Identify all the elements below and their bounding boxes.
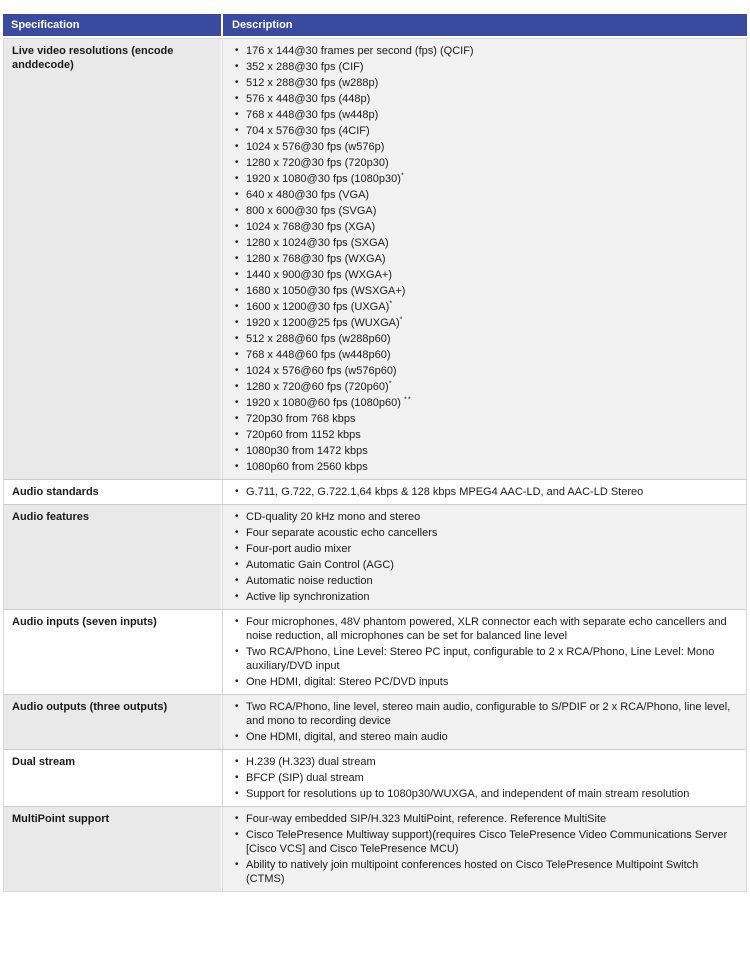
bullet-icon: •: [235, 125, 239, 136]
column-header-description: Description: [221, 14, 747, 36]
specification-cell: Audio outputs (three outputs): [4, 695, 222, 749]
table-body: [3, 38, 747, 892]
bullet-text: Two RCA/Phono, line level, stereo main audio, configurable to S/PDIF or 2 x RCA/Phono, line level, and mono to recording device: [246, 701, 731, 727]
bullet-item: [235, 348, 738, 362]
bullet-text: 1280 x 720@30 fps (720p30): [246, 157, 389, 169]
bullet-item: [235, 380, 738, 394]
bullet-icon: •: [235, 317, 239, 328]
bullet-text: G.711, G.722, G.722.1,64 kbps & 128 kbps MPEG4 AAC-LD, and AAC-LD Stereo: [246, 486, 644, 498]
bullet-text: 352 x 288@30 fps (CIF): [246, 61, 364, 73]
bullet-text: One HDMI, digital, and stereo main audio: [246, 731, 448, 743]
bullet-icon: •: [235, 381, 239, 392]
bullet-item: [235, 140, 738, 154]
bullet-icon: •: [235, 77, 239, 88]
bullet-icon: •: [235, 189, 239, 200]
description-cell: [222, 505, 746, 609]
bullet-item: [235, 675, 738, 689]
bullet-text: 1440 x 900@30 fps (WXGA+): [246, 269, 392, 281]
bullet-item: [235, 574, 738, 588]
description-cell: [222, 695, 746, 749]
footnote-marker: *: [389, 298, 394, 308]
bullet-item: [235, 787, 738, 801]
bullet-item: [235, 284, 738, 298]
bullet-icon: •: [235, 676, 239, 687]
description-cell: [222, 39, 746, 479]
specification-cell: Dual stream: [4, 750, 222, 806]
bullet-icon: •: [235, 788, 239, 799]
bullet-icon: •: [235, 221, 239, 232]
specification-cell: Audio standards: [4, 480, 222, 504]
bullet-item: [235, 316, 738, 330]
bullet-icon: •: [235, 829, 239, 840]
table-row: [4, 609, 746, 694]
bullet-icon: •: [235, 813, 239, 824]
bullet-text: 1280 x 720@60 fps (720p60)*: [246, 378, 393, 393]
bullet-item: [235, 300, 738, 314]
specification-cell: Audio inputs (seven inputs): [4, 610, 222, 694]
bullet-icon: •: [235, 701, 239, 712]
bullet-item: [235, 220, 738, 234]
bullet-text: 704 x 576@30 fps (4CIF): [246, 125, 370, 137]
bullet-text: 1024 x 768@30 fps (XGA): [246, 221, 376, 233]
bullet-item: [235, 700, 738, 728]
bullet-text: 1920 x 1080@60 fps (1080p60) **: [246, 394, 412, 409]
bullet-text: 1280 x 768@30 fps (WXGA): [246, 253, 386, 265]
bullet-icon: •: [235, 333, 239, 344]
bullet-item: [235, 252, 738, 266]
bullet-item: [235, 396, 738, 410]
description-cell: [222, 610, 746, 694]
bullet-text: 1280 x 1024@30 fps (SXGA): [246, 237, 389, 249]
description-bullet-list: [235, 812, 738, 886]
bullet-text: BFCP (SIP) dual stream: [246, 772, 364, 784]
bullet-text: Automatic Gain Control (AGC): [246, 559, 394, 571]
bullet-icon: •: [235, 157, 239, 168]
bullet-item: [235, 332, 738, 346]
bullet-text: 576 x 448@30 fps (448p): [246, 93, 371, 105]
description-bullet-list: [235, 485, 738, 499]
bullet-text: 1080p30 from 1472 kbps: [246, 445, 368, 457]
bullet-icon: •: [235, 511, 239, 522]
description-cell: [222, 807, 746, 891]
bullet-item: [235, 364, 738, 378]
bullet-item: [235, 526, 738, 540]
bullet-text: CD-quality 20 kHz mono and stereo: [246, 511, 421, 523]
specification-cell: Audio features: [4, 505, 222, 609]
bullet-item: [235, 444, 738, 458]
bullet-icon: •: [235, 445, 239, 456]
bullet-item: [235, 188, 738, 202]
bullet-text: 1024 x 576@60 fps (w576p60): [246, 365, 397, 377]
description-bullet-list: [235, 755, 738, 801]
bullet-icon: •: [235, 429, 239, 440]
bullet-icon: •: [235, 859, 239, 870]
bullet-icon: •: [235, 616, 239, 627]
bullet-text: H.239 (H.323) dual stream: [246, 756, 376, 768]
bullet-icon: •: [235, 349, 239, 360]
bullet-item: [235, 645, 738, 673]
description-cell: [222, 750, 746, 806]
bullet-text: Two RCA/Phono, Line Level: Stereo PC input, configurable to 2 x RCA/Phono, Line Level: Mono auxiliary/DVD input: [246, 646, 715, 672]
description-bullet-list: [235, 510, 738, 604]
bullet-text: 1600 x 1200@30 fps (UXGA)*: [246, 298, 394, 313]
bullet-text: One HDMI, digital: Stereo PC/DVD inputs: [246, 676, 449, 688]
bullet-icon: •: [235, 45, 239, 56]
bullet-icon: •: [235, 205, 239, 216]
bullet-icon: •: [235, 591, 239, 602]
footnote-marker: *: [388, 378, 393, 388]
bullet-item: [235, 590, 738, 604]
bullet-icon: •: [235, 173, 239, 184]
table-row: [4, 806, 746, 891]
bullet-text: Ability to natively join multipoint conferences hosted on Cisco TelePresence Multipoint Switch (CTMS): [246, 859, 699, 885]
bullet-item: [235, 615, 738, 643]
bullet-icon: •: [235, 646, 239, 657]
table-row: [4, 504, 746, 609]
bullet-item: [235, 542, 738, 556]
table-header-row: [3, 14, 747, 36]
bullet-item: [235, 428, 738, 442]
bullet-icon: •: [235, 772, 239, 783]
bullet-icon: •: [235, 543, 239, 554]
bullet-text: 512 x 288@30 fps (w288p): [246, 77, 379, 89]
footnote-marker: *: [399, 314, 404, 324]
bullet-text: Four microphones, 48V phantom powered, XLR connector each with separate echo cancellers and noise reduction, all microphones can be set for balanced line level: [246, 616, 727, 642]
footnote-marker: *: [400, 170, 405, 180]
bullet-item: [235, 172, 738, 186]
bullet-item: [235, 76, 738, 90]
bullet-icon: •: [235, 731, 239, 742]
table-row: [4, 39, 746, 479]
bullet-item: [235, 812, 738, 826]
bullet-text: 768 x 448@60 fps (w448p60): [246, 349, 391, 361]
description-bullet-list: [235, 615, 738, 689]
bullet-item: [235, 268, 738, 282]
bullet-text: 720p30 from 768 kbps: [246, 413, 356, 425]
specification-cell: MultiPoint support: [4, 807, 222, 891]
footnote-marker: **: [403, 394, 412, 404]
table-row: [4, 694, 746, 749]
bullet-item: [235, 124, 738, 138]
bullet-icon: •: [235, 397, 239, 408]
bullet-text: Automatic noise reduction: [246, 575, 373, 587]
bullet-icon: •: [235, 61, 239, 72]
bullet-icon: •: [235, 756, 239, 767]
bullet-item: [235, 510, 738, 524]
bullet-icon: •: [235, 285, 239, 296]
bullet-text: Four separate acoustic echo cancellers: [246, 527, 438, 539]
bullet-item: [235, 460, 738, 474]
bullet-icon: •: [235, 109, 239, 120]
bullet-icon: •: [235, 269, 239, 280]
bullet-item: [235, 156, 738, 170]
bullet-item: [235, 108, 738, 122]
bullet-text: Active lip synchronization: [246, 591, 370, 603]
bullet-icon: •: [235, 253, 239, 264]
bullet-text: Cisco TelePresence Multiway support)(requires Cisco TelePresence Video Communications Server [Cisco VCS] and Cisco TelePresence MCU): [246, 829, 728, 855]
bullet-item: [235, 412, 738, 426]
bullet-text: 1680 x 1050@30 fps (WSXGA+): [246, 285, 406, 297]
bullet-icon: •: [235, 575, 239, 586]
specification-table: [3, 14, 747, 892]
bullet-item: [235, 858, 738, 886]
bullet-text: 512 x 288@60 fps (w288p60): [246, 333, 391, 345]
bullet-text: Support for resolutions up to 1080p30/WUXGA, and independent of main stream resolution: [246, 788, 690, 800]
bullet-icon: •: [235, 237, 239, 248]
table-row: [4, 749, 746, 806]
description-cell: [222, 480, 746, 504]
bullet-item: [235, 44, 738, 58]
bullet-item: [235, 60, 738, 74]
description-bullet-list: [235, 700, 738, 744]
bullet-item: [235, 204, 738, 218]
bullet-text: 1920 x 1200@25 fps (WUXGA)*: [246, 314, 404, 329]
bullet-text: 1080p60 from 2560 kbps: [246, 461, 368, 473]
bullet-icon: •: [235, 413, 239, 424]
bullet-text: 176 x 144@30 frames per second (fps) (QCIF): [246, 45, 474, 57]
specification-cell: Live video resolutions (encode anddecode): [4, 39, 222, 479]
bullet-text: 1920 x 1080@30 fps (1080p30)*: [246, 170, 405, 185]
bullet-text: 640 x 480@30 fps (VGA): [246, 189, 370, 201]
bullet-text: 720p60 from 1152 kbps: [246, 429, 361, 441]
bullet-icon: •: [235, 559, 239, 570]
bullet-text: Four-port audio mixer: [246, 543, 352, 555]
column-header-specification: Specification: [11, 19, 80, 31]
bullet-text: 768 x 448@30 fps (w448p): [246, 109, 379, 121]
bullet-item: [235, 236, 738, 250]
bullet-item: [235, 558, 738, 572]
bullet-icon: •: [235, 486, 239, 497]
bullet-icon: •: [235, 93, 239, 104]
bullet-item: [235, 730, 738, 744]
bullet-text: 800 x 600@30 fps (SVGA): [246, 205, 377, 217]
bullet-icon: •: [235, 141, 239, 152]
bullet-item: [235, 771, 738, 785]
bullet-item: [235, 828, 738, 856]
bullet-icon: •: [235, 301, 239, 312]
bullet-text: 1024 x 576@30 fps (w576p): [246, 141, 385, 153]
bullet-text: Four-way embedded SIP/H.323 MultiPoint, reference. Reference MultiSite: [246, 813, 607, 825]
bullet-item: [235, 92, 738, 106]
bullet-icon: •: [235, 461, 239, 472]
description-bullet-list: [235, 44, 738, 474]
bullet-icon: •: [235, 527, 239, 538]
bullet-item: [235, 755, 738, 769]
bullet-icon: •: [235, 365, 239, 376]
table-row: [4, 479, 746, 504]
bullet-item: [235, 485, 738, 499]
